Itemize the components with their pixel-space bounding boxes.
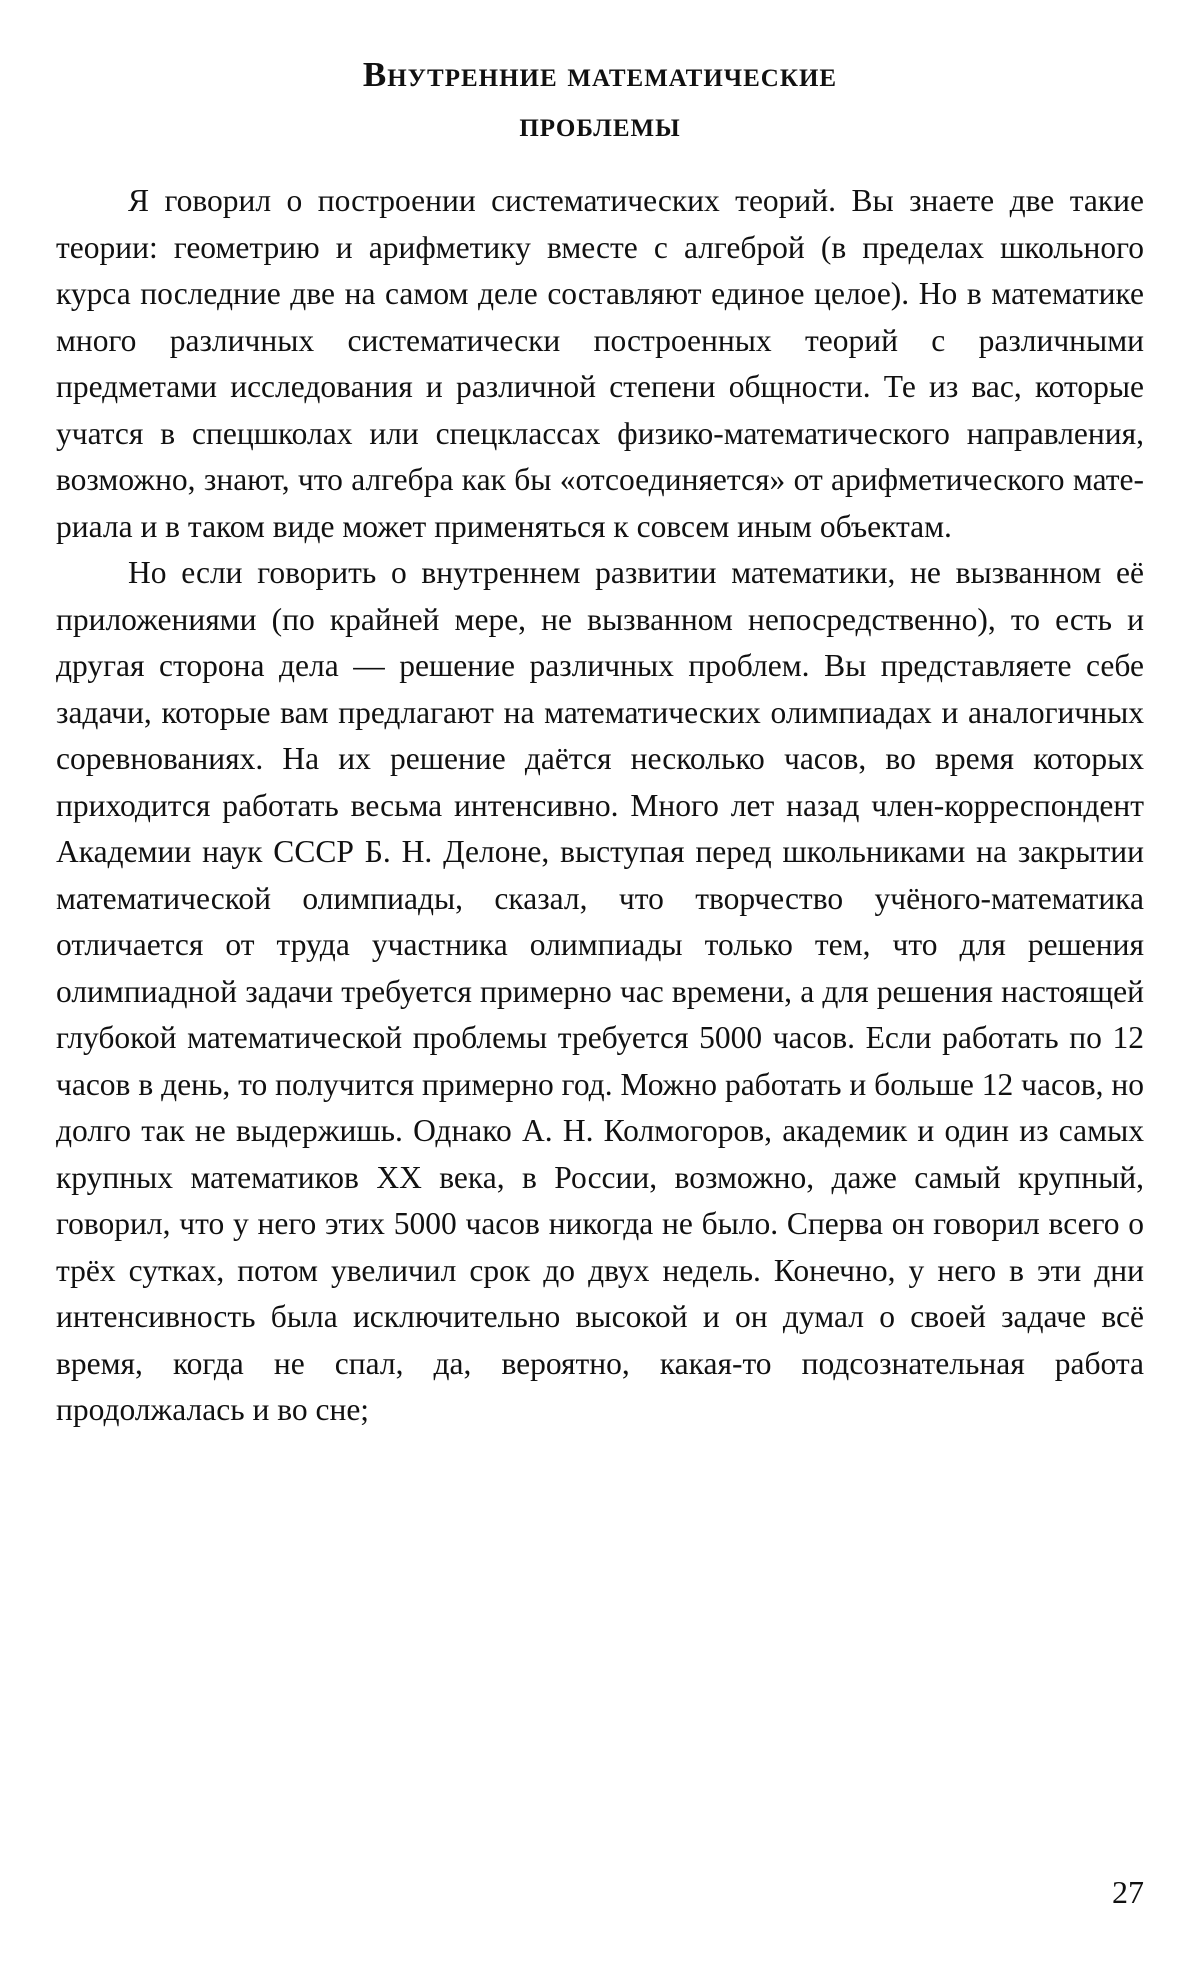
book-page (56, 0, 1144, 1968)
paragraph-2: Но если говорить о внутреннем развитии математики, не вызванном её приложениями (по крайней мере, не вызванном непосредственно), то есть и другая сторона дела — решение различных проблем. Вы представляете себе задачи, которые вам предлагают на математических олимпиадах и аналогичных соревнованиях. На их решение даётся несколько часов, во время которых приходится работать весьма интенсивно. Много лет назад член-корреспондент Академии наук СССР Б. Н. Делоне, выступая перед школьниками на закрытии математической олимпиады, сказал, что творчество учёного-математика отличается от труда участника олимпиады только тем, что для решения олимпиадной задачи требуется примерно час времени, а для решения настоящей глубокой математической проблемы требуется 5000 часов. Если работать по 12 часов в день, то получится примерно год. Можно работать и больше 12 часов, но долго так не выдержишь. Однако А. Н. Колмогоров, академик и один из самых крупных математиков XX века, в России, возможно, даже самый крупный, говорил, что у него этих 5000 часов никогда не было. Сперва он говорил всего о трёх сутках, потом увеличил срок до двух недель. Конечно, у него в эти дни интенсивность была исключительно высокой и он думал о своей задаче всё время, когда не спал, да, вероятно, какая-то подсознательная работа продолжалась и во сне; (56, 555, 1144, 1427)
body-text (56, 178, 1144, 1434)
section-title-line-1: Внутренние математические (362, 55, 838, 94)
section-title (56, 0, 1144, 150)
section-title-line-2: проблемы (519, 105, 681, 144)
paragraph-1: Я говорил о построении систематических теорий. Вы знаете две такие теории: геометрию и арифметику вместе с алгеброй (в пределах школьного курса последние две на самом деле составляют единое целое). Но в математике много различных систематически построенных теорий с различными предметами исследования и различной степени общности. Те из вас, которые учатся в спецшколах или спецклассах физико-математического направления, возможно, знают, что алгебра как бы «отсоединяется» от арифметического материала и в таком виде может применяться к совсем иным объектам. (56, 183, 1144, 544)
page-number: 27 (1112, 1874, 1144, 1910)
